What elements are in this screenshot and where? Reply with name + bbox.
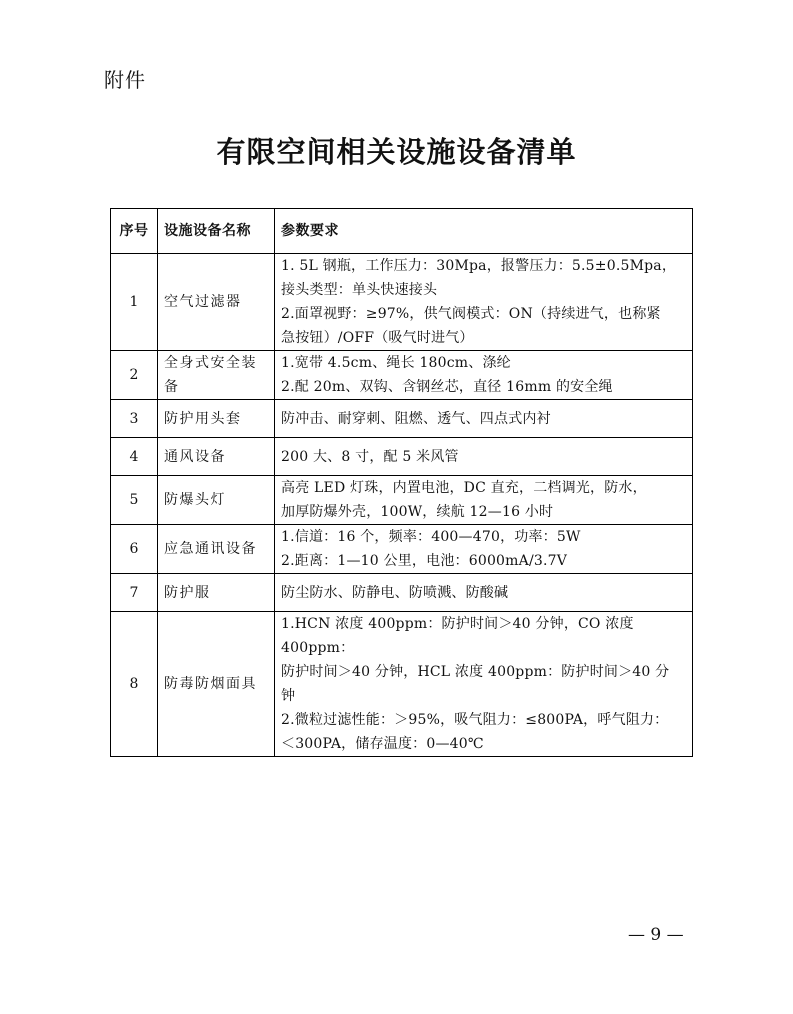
- column-header-name: 设施设备名称: [158, 209, 275, 254]
- equipment-name: 空气过滤器: [158, 254, 275, 351]
- table-row: [111, 612, 693, 757]
- param-line: 接头类型：单头快速接头: [281, 282, 438, 298]
- page-number: — 9 —: [628, 925, 684, 945]
- row-number: 3: [111, 400, 158, 438]
- table-row: [111, 254, 693, 351]
- table-row: [111, 351, 693, 400]
- param-line: 1.宽带 4.5cm、绳长 180cm、涤纶: [281, 355, 511, 371]
- equipment-name: 防护用头套: [158, 400, 275, 438]
- table-row: [111, 438, 693, 476]
- equipment-params: [275, 574, 693, 612]
- param-line: 2.配 20m、双钩、含钢丝芯，直径 16mm 的安全绳: [281, 379, 613, 395]
- equipment-name: 防毒防烟面具: [158, 612, 275, 757]
- attachment-label: 附件: [104, 68, 146, 92]
- row-number: 6: [111, 525, 158, 574]
- equipment-params: [275, 612, 693, 757]
- param-line: 1.信道：16 个，频率：400—470，功率：5W: [281, 529, 581, 545]
- equipment-params: [275, 476, 693, 525]
- row-number: 5: [111, 476, 158, 525]
- equipment-params: [275, 400, 693, 438]
- equipment-params: [275, 254, 693, 351]
- column-header-number: 序号: [111, 209, 158, 254]
- param-line: 1.HCN 浓度 400ppm：防护时间＞40 分钟，CO 浓度 400ppm：: [281, 616, 634, 656]
- equipment-name: 防爆头灯: [158, 476, 275, 525]
- table-row: [111, 574, 693, 612]
- param-line: 2.微粒过滤性能：＞95%，吸气阻力：≤800PA，呼气阻力：: [281, 712, 669, 728]
- table-row: [111, 525, 693, 574]
- param-line: 2.距离：1—10 公里，电池：6000mA/3.7V: [281, 553, 568, 569]
- page-title: 有限空间相关设施设备清单: [216, 135, 577, 169]
- column-header-params: 参数要求: [275, 209, 693, 254]
- equipment-name: 全身式安全装备: [158, 351, 275, 400]
- row-number: 1: [111, 254, 158, 351]
- param-line: 加厚防爆外壳，100W，续航 12—16 小时: [281, 504, 554, 520]
- param-line: 1. 5L 钢瓶，工作压力：30Mpa，报警压力：5.5±0.5Mpa，: [281, 258, 677, 274]
- table-row: [111, 400, 693, 438]
- param-line: 钟: [281, 688, 296, 704]
- param-line: 2.面罩视野：≥97%，供气阀模式：ON（持续进气，也称紧: [281, 306, 661, 322]
- param-line: 防护时间＞40 分钟，HCL 浓度 400ppm：防护时间＞40 分: [281, 664, 670, 680]
- equipment-name: 应急通讯设备: [158, 525, 275, 574]
- param-line: 防冲击、耐穿刺、阻燃、透气、四点式内衬: [281, 410, 551, 427]
- param-line: ＜300PA，储存温度：0—40℃: [281, 736, 484, 752]
- equipment-table: [110, 208, 693, 757]
- row-number: 8: [111, 612, 158, 757]
- row-number: 2: [111, 351, 158, 400]
- equipment-name: 通风设备: [158, 438, 275, 476]
- param-line: 防尘防水、防静电、防喷溅、防酸碱: [281, 584, 509, 601]
- param-line: 高亮 LED 灯珠，内置电池，DC 直充，二档调光，防水，: [281, 480, 647, 496]
- row-number: 4: [111, 438, 158, 476]
- equipment-params: [275, 438, 693, 476]
- param-line: 200 大、8 寸，配 5 米风管: [281, 448, 459, 465]
- table-header-row: [111, 209, 693, 254]
- equipment-name: 防护服: [158, 574, 275, 612]
- param-line: 急按钮）/OFF（吸气时进气）: [281, 330, 474, 346]
- equipment-params: [275, 351, 693, 400]
- equipment-params: [275, 525, 693, 574]
- row-number: 7: [111, 574, 158, 612]
- table-row: [111, 476, 693, 525]
